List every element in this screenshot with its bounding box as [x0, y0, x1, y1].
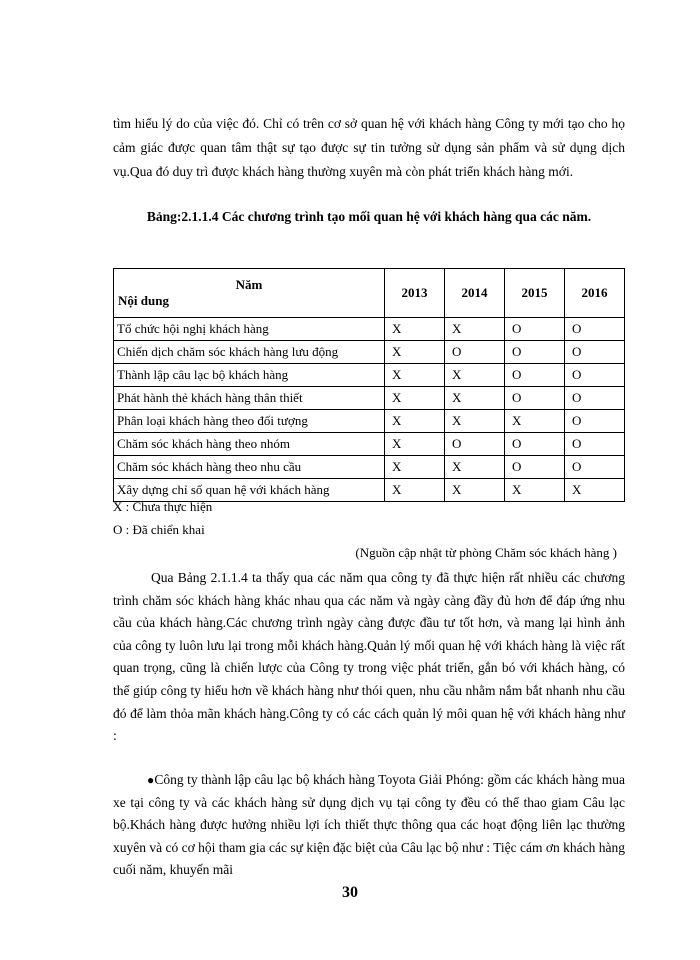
header-content-label: Nội dung [118, 293, 169, 308]
mark-cell: X [505, 479, 565, 502]
mark-cell: X [445, 456, 505, 479]
mark-cell: O [565, 410, 625, 433]
mark-cell: X [385, 433, 445, 456]
row-content-cell: Xây dựng chỉ số quan hệ với khách hàng [114, 479, 385, 502]
table-caption: Bảng:2.1.1.4 Các chương trình tạo mối quan hệ với khách hàng qua các năm. [146, 209, 592, 224]
row-content-cell: Tổ chức hội nghị khách hàng [114, 318, 385, 341]
mark-cell: X [445, 479, 505, 502]
mark-cell: O [505, 387, 565, 410]
mark-cell: X [445, 387, 505, 410]
table-row [114, 410, 625, 433]
mark-cell: X [385, 456, 445, 479]
header-year-2015: 2015 [505, 269, 565, 318]
mark-cell: X [385, 364, 445, 387]
legend-x: X : Chưa thực hiện [113, 499, 213, 514]
mark-cell: O [505, 341, 565, 364]
mark-cell: O [565, 364, 625, 387]
bullet-paragraph [113, 769, 625, 882]
mark-cell: O [505, 433, 565, 456]
table-row [114, 387, 625, 410]
table-row [114, 341, 625, 364]
mark-cell: O [565, 387, 625, 410]
mark-cell: X [385, 341, 445, 364]
mark-cell: O [565, 456, 625, 479]
mark-cell: X [385, 410, 445, 433]
page-number: 30 [342, 884, 358, 901]
mark-cell: X [445, 318, 505, 341]
main-paragraph: Qua Bảng 2.1.1.4 ta thấy qua các năm qua công ty đã thực hiện rất nhiều các chương trình chăm sóc khách hàng khác nhau qua các năm và ngày càng đầy đủ hơn để đáp ứng nhu cầu của khách hàng.Các chương trình ngày càng được đầu tư tốt hơn, và mang lại hình ảnh của công ty luôn lưu lại trong mỗi khách hàng.Quản lý mối quan hệ với khách hàng là việc rất quan trọng, cũng là chiến lược của Công ty trong việc phát triển, gắn bó với khách hàng, có thể giúp công ty hiểu hơn về khách hàng như thói quen, nhu cầu nhằm nắm bắt nhanh nhu cầu đó để làm thỏa mãn khách hàng.Công ty có các cách quản lý môi quan hệ với khách hàng như : [113, 570, 625, 744]
table-row [114, 318, 625, 341]
table-row [114, 456, 625, 479]
row-content-cell: Chăm sóc khách hàng theo nhu cầu [114, 456, 385, 479]
legend-o: O : Đã chiển khai [113, 522, 205, 537]
header-year-label: Năm [235, 277, 263, 292]
mark-cell: X [385, 479, 445, 502]
table-row [114, 433, 625, 456]
row-content-cell: Chiến dịch chăm sóc khách hàng lưu động [114, 341, 385, 364]
mark-cell: O [445, 341, 505, 364]
programs-table [113, 268, 625, 502]
mark-cell: O [505, 364, 565, 387]
table-row [114, 364, 625, 387]
header-year-2014: 2014 [445, 269, 505, 318]
mark-cell: O [565, 433, 625, 456]
mark-cell: X [445, 410, 505, 433]
mark-cell: X [385, 318, 445, 341]
mark-cell: X [385, 387, 445, 410]
intro-paragraph: tìm hiểu lý do của việc đó. Chỉ có trên cơ sở quan hệ với khách hàng Công ty mới tạo cho họ cảm giác được quan tâm thật sự tạo được sự tin tưởng sử dụng sản phẩm và sử dụng dịch vụ.Qua đó duy trì được khách hàng thường xuyên mà còn phát triển khách hàng mới. [113, 116, 625, 179]
header-year-2013: 2013 [385, 269, 445, 318]
table-header-row [114, 269, 625, 318]
bullet-icon: ● [147, 773, 155, 787]
row-content-cell: Phát hành thẻ khách hàng thân thiết [114, 387, 385, 410]
mark-cell: O [565, 318, 625, 341]
row-content-cell: Chăm sóc khách hàng theo nhóm [114, 433, 385, 456]
mark-cell: X [445, 364, 505, 387]
mark-cell: O [505, 318, 565, 341]
bullet-text: Công ty thành lập câu lạc bộ khách hàng Toyota Giải Phóng: gồm các khách hàng mua xe tại công ty và các khách hàng sử dụng dịch vụ tại công ty đều có thể thao giam Câu lạc bộ.Khách hàng được hưởng nhiều lợi ích thiết thực thông qua các hoạt động liên lạc thường xuyên và có cơ hội tham gia các sự kiện đặc biệt của Câu lạc bộ như : Tiệc cám ơn khách hàng cuối năm, khuyến mãi [113, 772, 625, 878]
mark-cell: X [565, 479, 625, 502]
mark-cell: O [445, 433, 505, 456]
mark-cell: O [505, 456, 565, 479]
row-content-cell: Thành lập câu lạc bộ khách hàng [114, 364, 385, 387]
mark-cell: X [505, 410, 565, 433]
source-note: (Nguồn cập nhật từ phòng Chăm sóc khách hàng ) [355, 545, 617, 560]
header-year-2016: 2016 [565, 269, 625, 318]
row-content-cell: Phân loại khách hàng theo đối tượng [114, 410, 385, 433]
mark-cell: O [565, 341, 625, 364]
header-corner-cell [114, 269, 385, 318]
